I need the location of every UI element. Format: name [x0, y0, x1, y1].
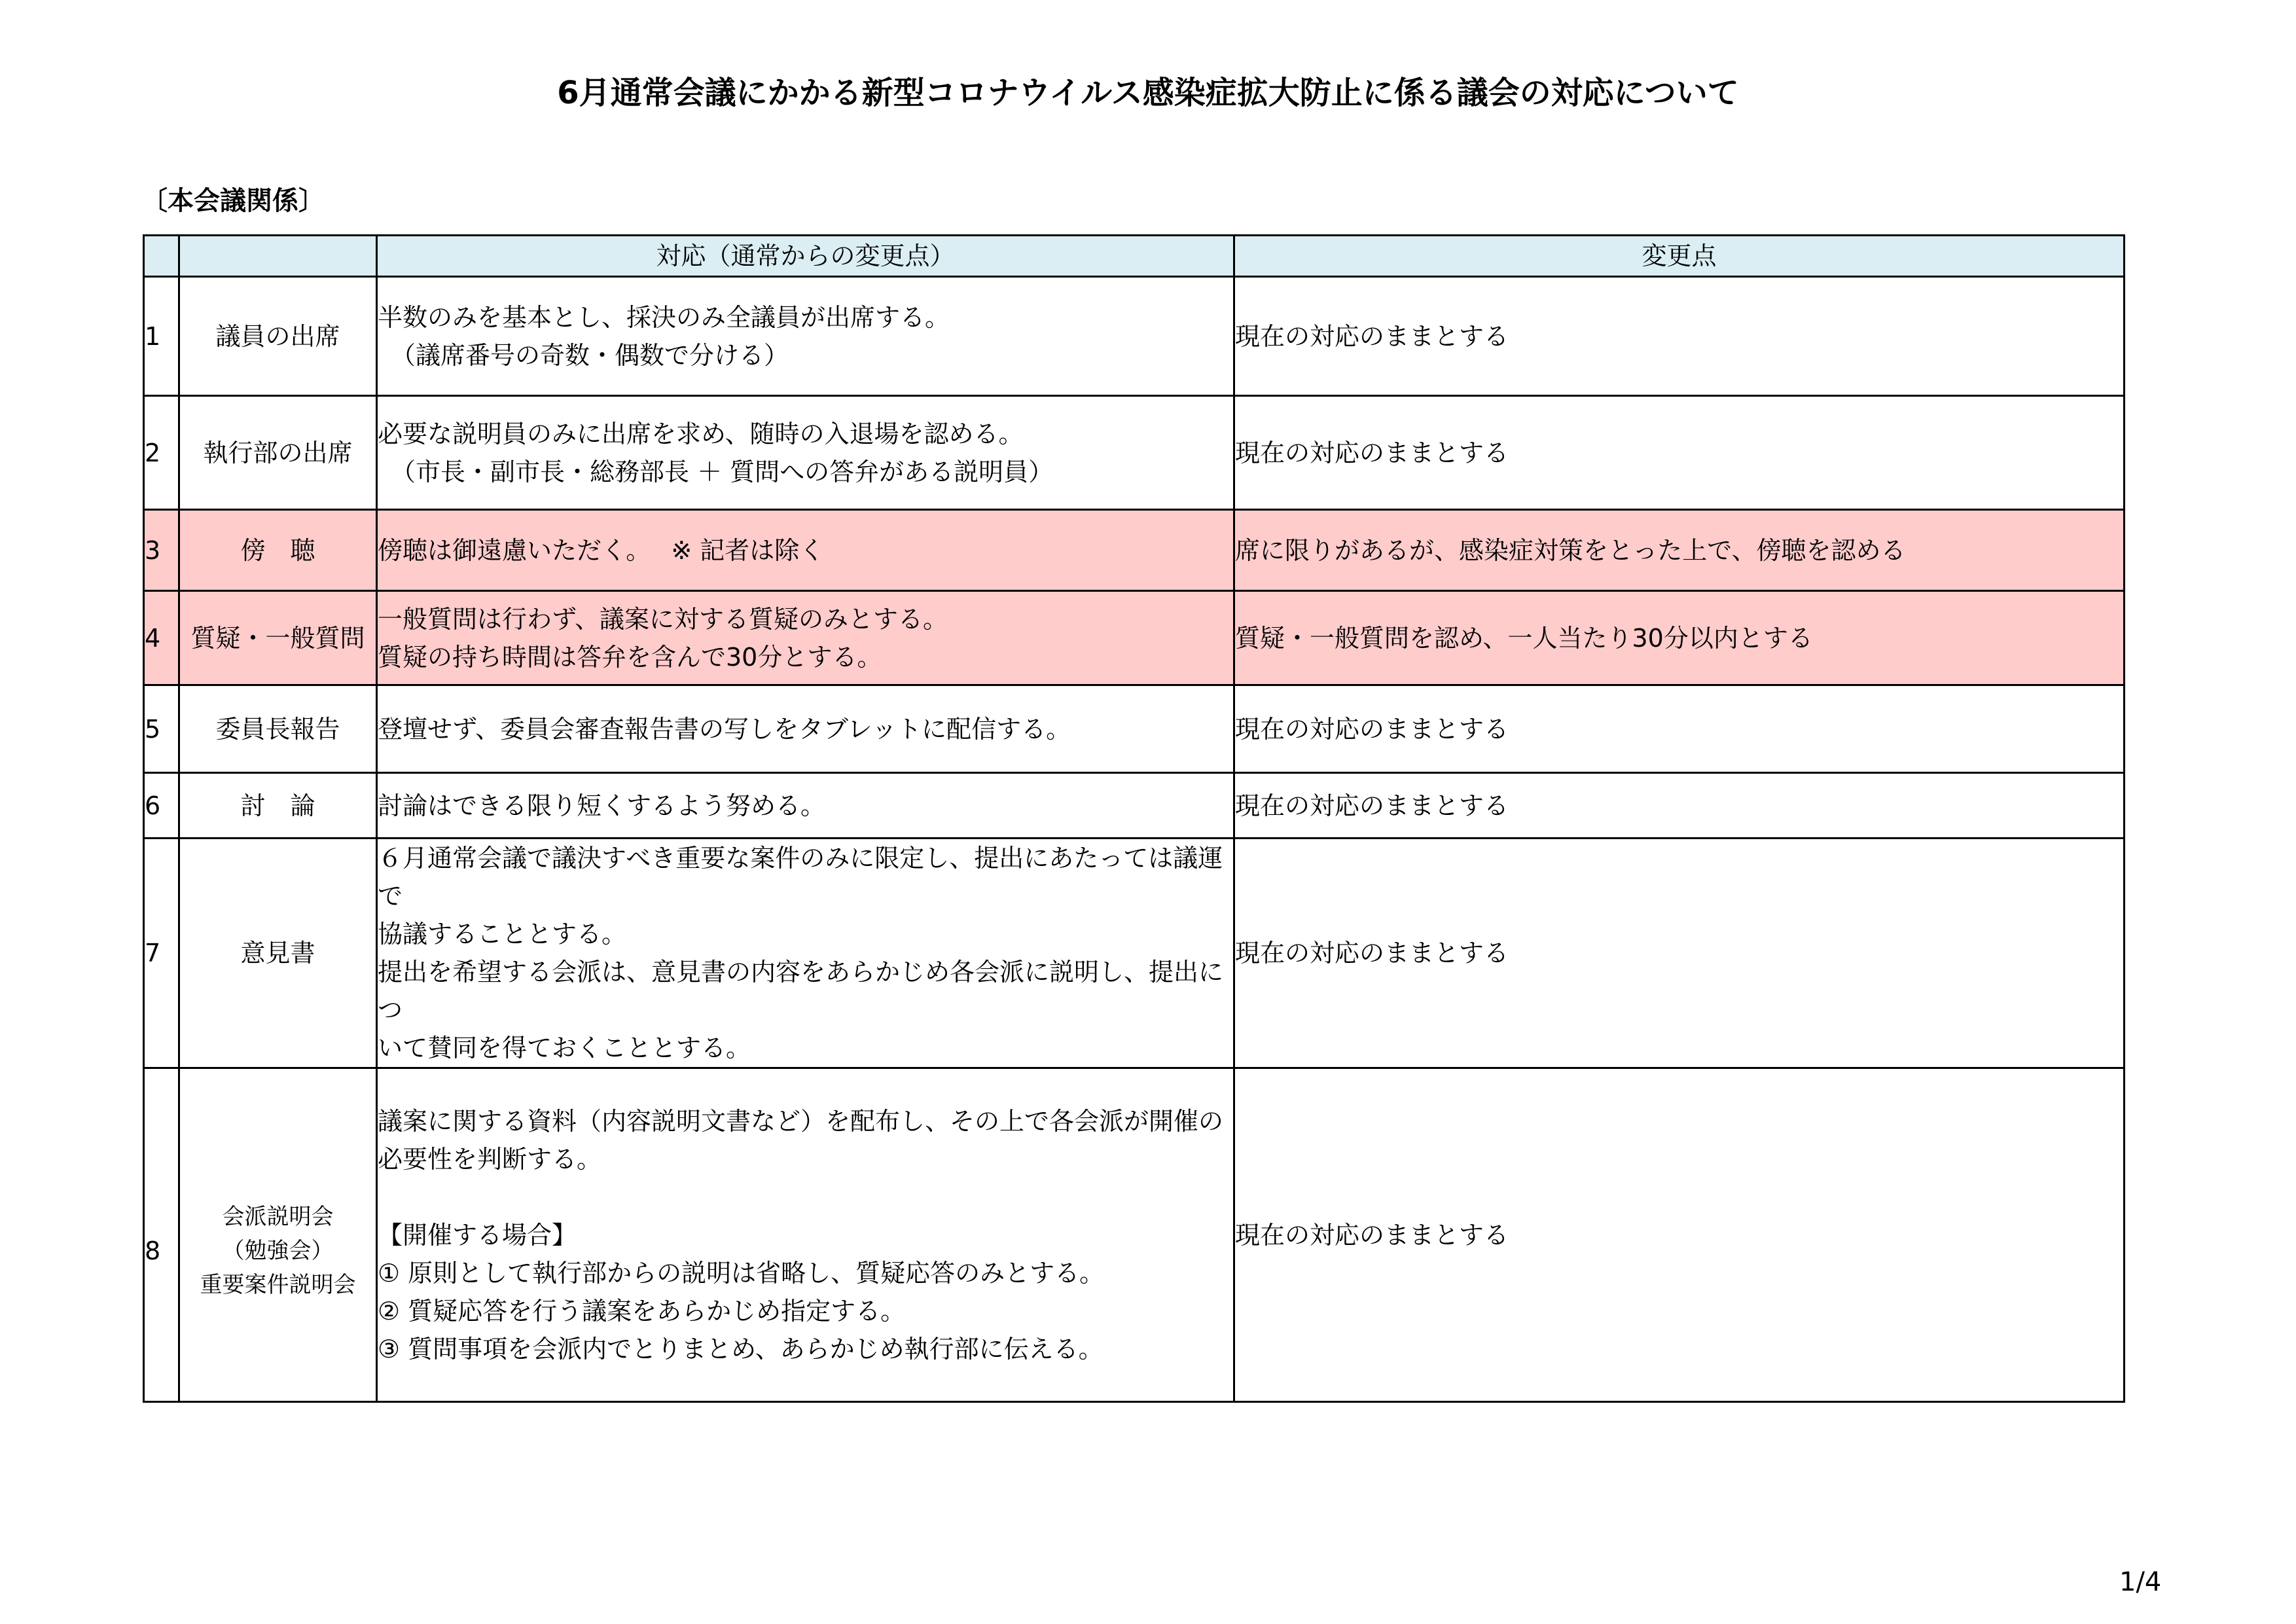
response-line: 議案に関する資料（内容説明文書など）を配布し、その上で各会派が開催の — [378, 1106, 1224, 1136]
table-row — [144, 1068, 2125, 1402]
response-line: ６月通常会議で議決すべき重要な案件のみに限定し、提出にあたっては議運で — [378, 844, 1223, 911]
response-list-item: ① 原則として執行部からの説明は省略し、質疑応答のみとする。 — [378, 1258, 1105, 1288]
row-response — [377, 396, 1234, 510]
row-number: 2 — [144, 396, 179, 510]
table-row — [144, 773, 2125, 839]
response-line: 必要な説明員のみに出席を求め、随時の入退場を認める。 — [378, 419, 1024, 448]
response-line: 提出を希望する会派は、意見書の内容をあらかじめ各会派に説明し、提出につ — [378, 958, 1224, 1024]
row-response — [377, 510, 1234, 591]
row-number: 5 — [144, 685, 179, 773]
table-row — [144, 685, 2125, 773]
section-heading: 〔本会議関係〕 — [141, 186, 325, 216]
response-line: 一般質問は行わず、議案に対する質疑のみとする。 — [378, 604, 948, 634]
item-line: 会派説明会 — [222, 1203, 334, 1230]
header-response: 対応（通常からの変更点） — [377, 236, 1234, 277]
row-item: 質疑・一般質問 — [179, 591, 377, 685]
row-response — [377, 277, 1234, 396]
table-row — [144, 396, 2125, 510]
response-line: （市長・副市長・総務部長 ＋ 質問への答弁がある説明員） — [391, 457, 1054, 486]
row-change: 現在の対応のままとする — [1234, 773, 2125, 839]
row-response — [377, 839, 1234, 1068]
row-response — [377, 685, 1234, 773]
row-item — [179, 1068, 377, 1402]
row-response — [377, 773, 1234, 839]
spacer — [378, 1178, 1233, 1216]
header-change: 変更点 — [1234, 236, 2125, 277]
row-change: 現在の対応のままとする — [1234, 396, 2125, 510]
table-row — [144, 510, 2125, 591]
row-change: 席に限りがあるが、感染症対策をとった上で、傍聴を認める — [1234, 510, 2125, 591]
row-change: 現在の対応のままとする — [1234, 685, 2125, 773]
response-line: 半数のみを基本とし、採決のみ全議員が出席する。 — [378, 302, 950, 332]
row-item: 執行部の出席 — [179, 396, 377, 510]
response-line: 登壇せず、委員会審査報告書の写しをタブレットに配信する。 — [378, 714, 1071, 744]
row-item: 意見書 — [179, 839, 377, 1068]
table-row — [144, 277, 2125, 396]
row-number: 4 — [144, 591, 179, 685]
response-line: 質疑の持ち時間は答弁を含んで30分とする。 — [378, 642, 882, 672]
row-item: 討 論 — [179, 773, 377, 839]
row-change: 質疑・一般質問を認め、一人当たり30分以内とする — [1234, 591, 2125, 685]
response-table — [143, 234, 2125, 1403]
table-header-row — [144, 236, 2125, 277]
row-change: 現在の対応のままとする — [1234, 1068, 2125, 1402]
table-row — [144, 591, 2125, 685]
row-number: 7 — [144, 839, 179, 1068]
response-list-item: ③ 質問事項を会派内でとりまとめ、あらかじめ執行部に伝える。 — [378, 1334, 1103, 1363]
item-line: （勉強会） — [222, 1237, 334, 1264]
row-response — [377, 591, 1234, 685]
response-line: 協議することとする。 — [378, 920, 627, 948]
response-list-item: ② 質疑応答を行う議案をあらかじめ指定する。 — [378, 1296, 906, 1326]
row-change: 現在の対応のままとする — [1234, 839, 2125, 1068]
row-response — [377, 1068, 1234, 1402]
header-no — [144, 236, 179, 277]
response-line: いて賛同を得ておくこととする。 — [378, 1034, 751, 1062]
response-line: 討論はできる限り短くするよう努める。 — [378, 791, 826, 820]
table-row — [144, 839, 2125, 1068]
response-line: （議席番号の奇数・偶数で分ける） — [391, 340, 789, 370]
document-title: 6月通常会議にかかる新型コロナウイルス感染症拡大防止に係る議会の対応について — [557, 75, 1739, 111]
header-item — [179, 236, 377, 277]
row-item: 傍 聴 — [179, 510, 377, 591]
row-number: 8 — [144, 1068, 179, 1402]
response-line: 傍聴は御遠慮いただく。 ※ 記者は除く — [378, 535, 825, 565]
row-number: 3 — [144, 510, 179, 591]
page-number: 1/4 — [2119, 1567, 2162, 1597]
row-item: 議員の出席 — [179, 277, 377, 396]
item-line: 重要案件説明会 — [200, 1271, 356, 1298]
row-number: 6 — [144, 773, 179, 839]
response-line: 必要性を判断する。 — [378, 1144, 602, 1174]
row-change: 現在の対応のままとする — [1234, 277, 2125, 396]
row-number: 1 — [144, 277, 179, 396]
response-list-heading: 【開催する場合】 — [378, 1220, 577, 1250]
row-item: 委員長報告 — [179, 685, 377, 773]
